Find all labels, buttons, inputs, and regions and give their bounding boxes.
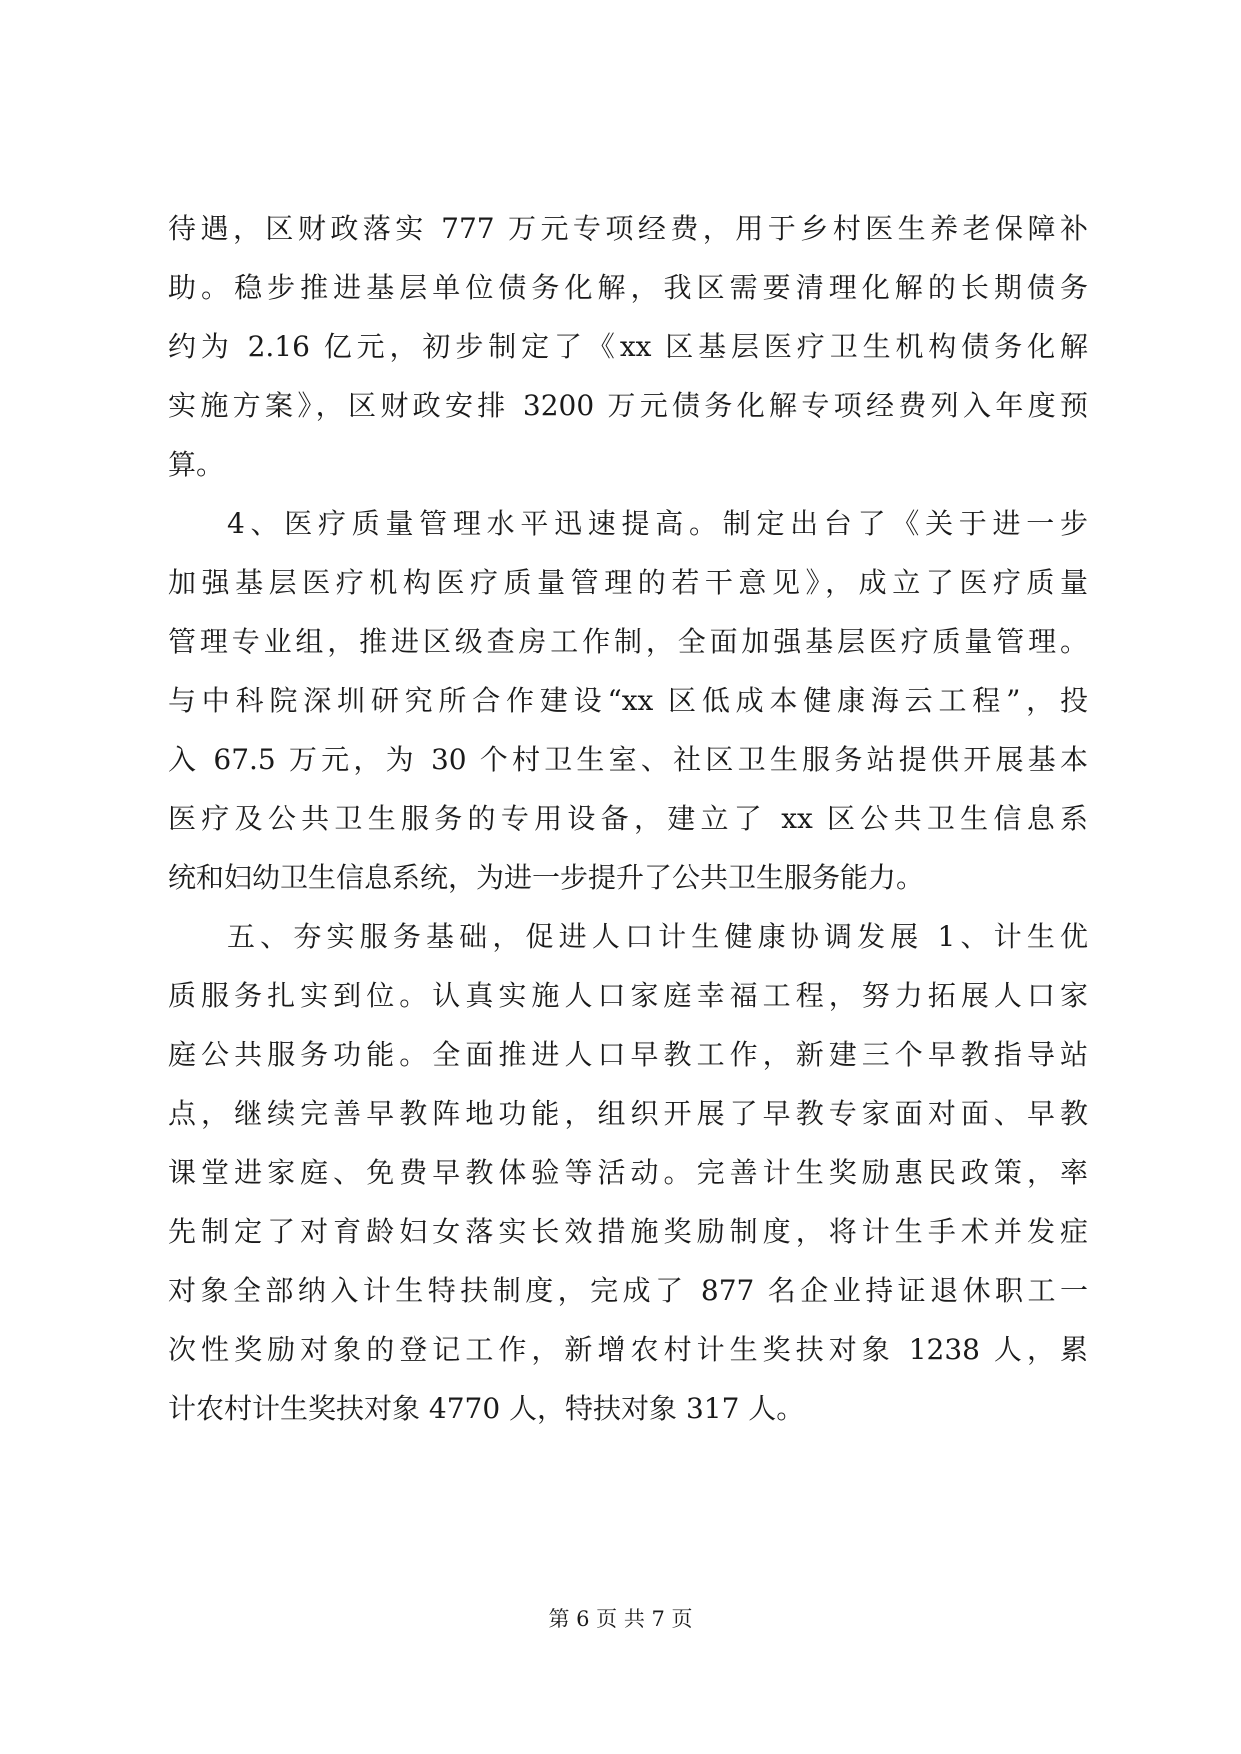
paragraph-line: 实施方案》，区财政安排 3200 万元债务化解专项经费列入年度预 <box>168 389 1088 422</box>
paragraph-line: 助。稳步推进基层单位债务化解，我区需要清理化解的长期债务 <box>168 271 1088 304</box>
paragraph-line: 与中科院深圳研究所合作建设“xx 区低成本健康海云工程”，投 <box>168 684 1088 717</box>
paragraph-line: 统和妇幼卫生信息系统，为进一步提升了公共卫生服务能力。 <box>168 861 925 894</box>
paragraph-line: 质服务扎实到位。认真实施人口家庭幸福工程，努力拓展人口家 <box>168 979 1088 1012</box>
paragraph-line: 待遇，区财政落实 777 万元专项经费，用于乡村医生养老保障补 <box>168 212 1088 245</box>
paragraph-line: 4、医疗质量管理水平迅速提高。制定出台了《关于进一步 <box>227 507 1088 540</box>
paragraph-line: 次性奖励对象的登记工作，新增农村计生奖扶对象 1238 人，累 <box>168 1333 1088 1366</box>
paragraph-line: 庭公共服务功能。全面推进人口早教工作，新建三个早教指导站 <box>168 1038 1088 1071</box>
paragraph-line: 点，继续完善早教阵地功能，组织开展了早教专家面对面、早教 <box>168 1097 1088 1130</box>
paragraph-line: 先制定了对育龄妇女落实长效措施奖励制度，将计生手术并发症 <box>168 1215 1088 1248</box>
paragraph-line: 入 67.5 万元，为 30 个村卫生室、社区卫生服务站提供开展基本 <box>168 743 1088 776</box>
paragraph-line: 管理专业组，推进区级查房工作制，全面加强基层医疗质量管理。 <box>168 625 1088 658</box>
paragraph-line: 对象全部纳入计生特扶制度，完成了 877 名企业持证退休职工一 <box>168 1274 1088 1307</box>
paragraph-line: 医疗及公共卫生服务的专用设备，建立了 xx 区公共卫生信息系 <box>168 802 1088 835</box>
paragraph-line: 五、夯实服务基础，促进人口计生健康协调发展 1、计生优 <box>227 920 1088 953</box>
paragraph-line: 加强基层医疗机构医疗质量管理的若干意见》，成立了医疗质量 <box>168 566 1088 599</box>
paragraph-line: 约为 2.16 亿元，初步制定了《xx 区基层医疗卫生机构债务化解 <box>168 330 1088 363</box>
paragraph-line: 课堂进家庭、免费早教体验等活动。完善计生奖励惠民政策，率 <box>168 1156 1088 1189</box>
paragraph-line: 算。 <box>168 448 225 481</box>
paragraph-line: 计农村计生奖扶对象 4770 人，特扶对象 317 人。 <box>168 1392 805 1425</box>
page-number-footer: 第 6 页 共 7 页 <box>548 1607 693 1631</box>
